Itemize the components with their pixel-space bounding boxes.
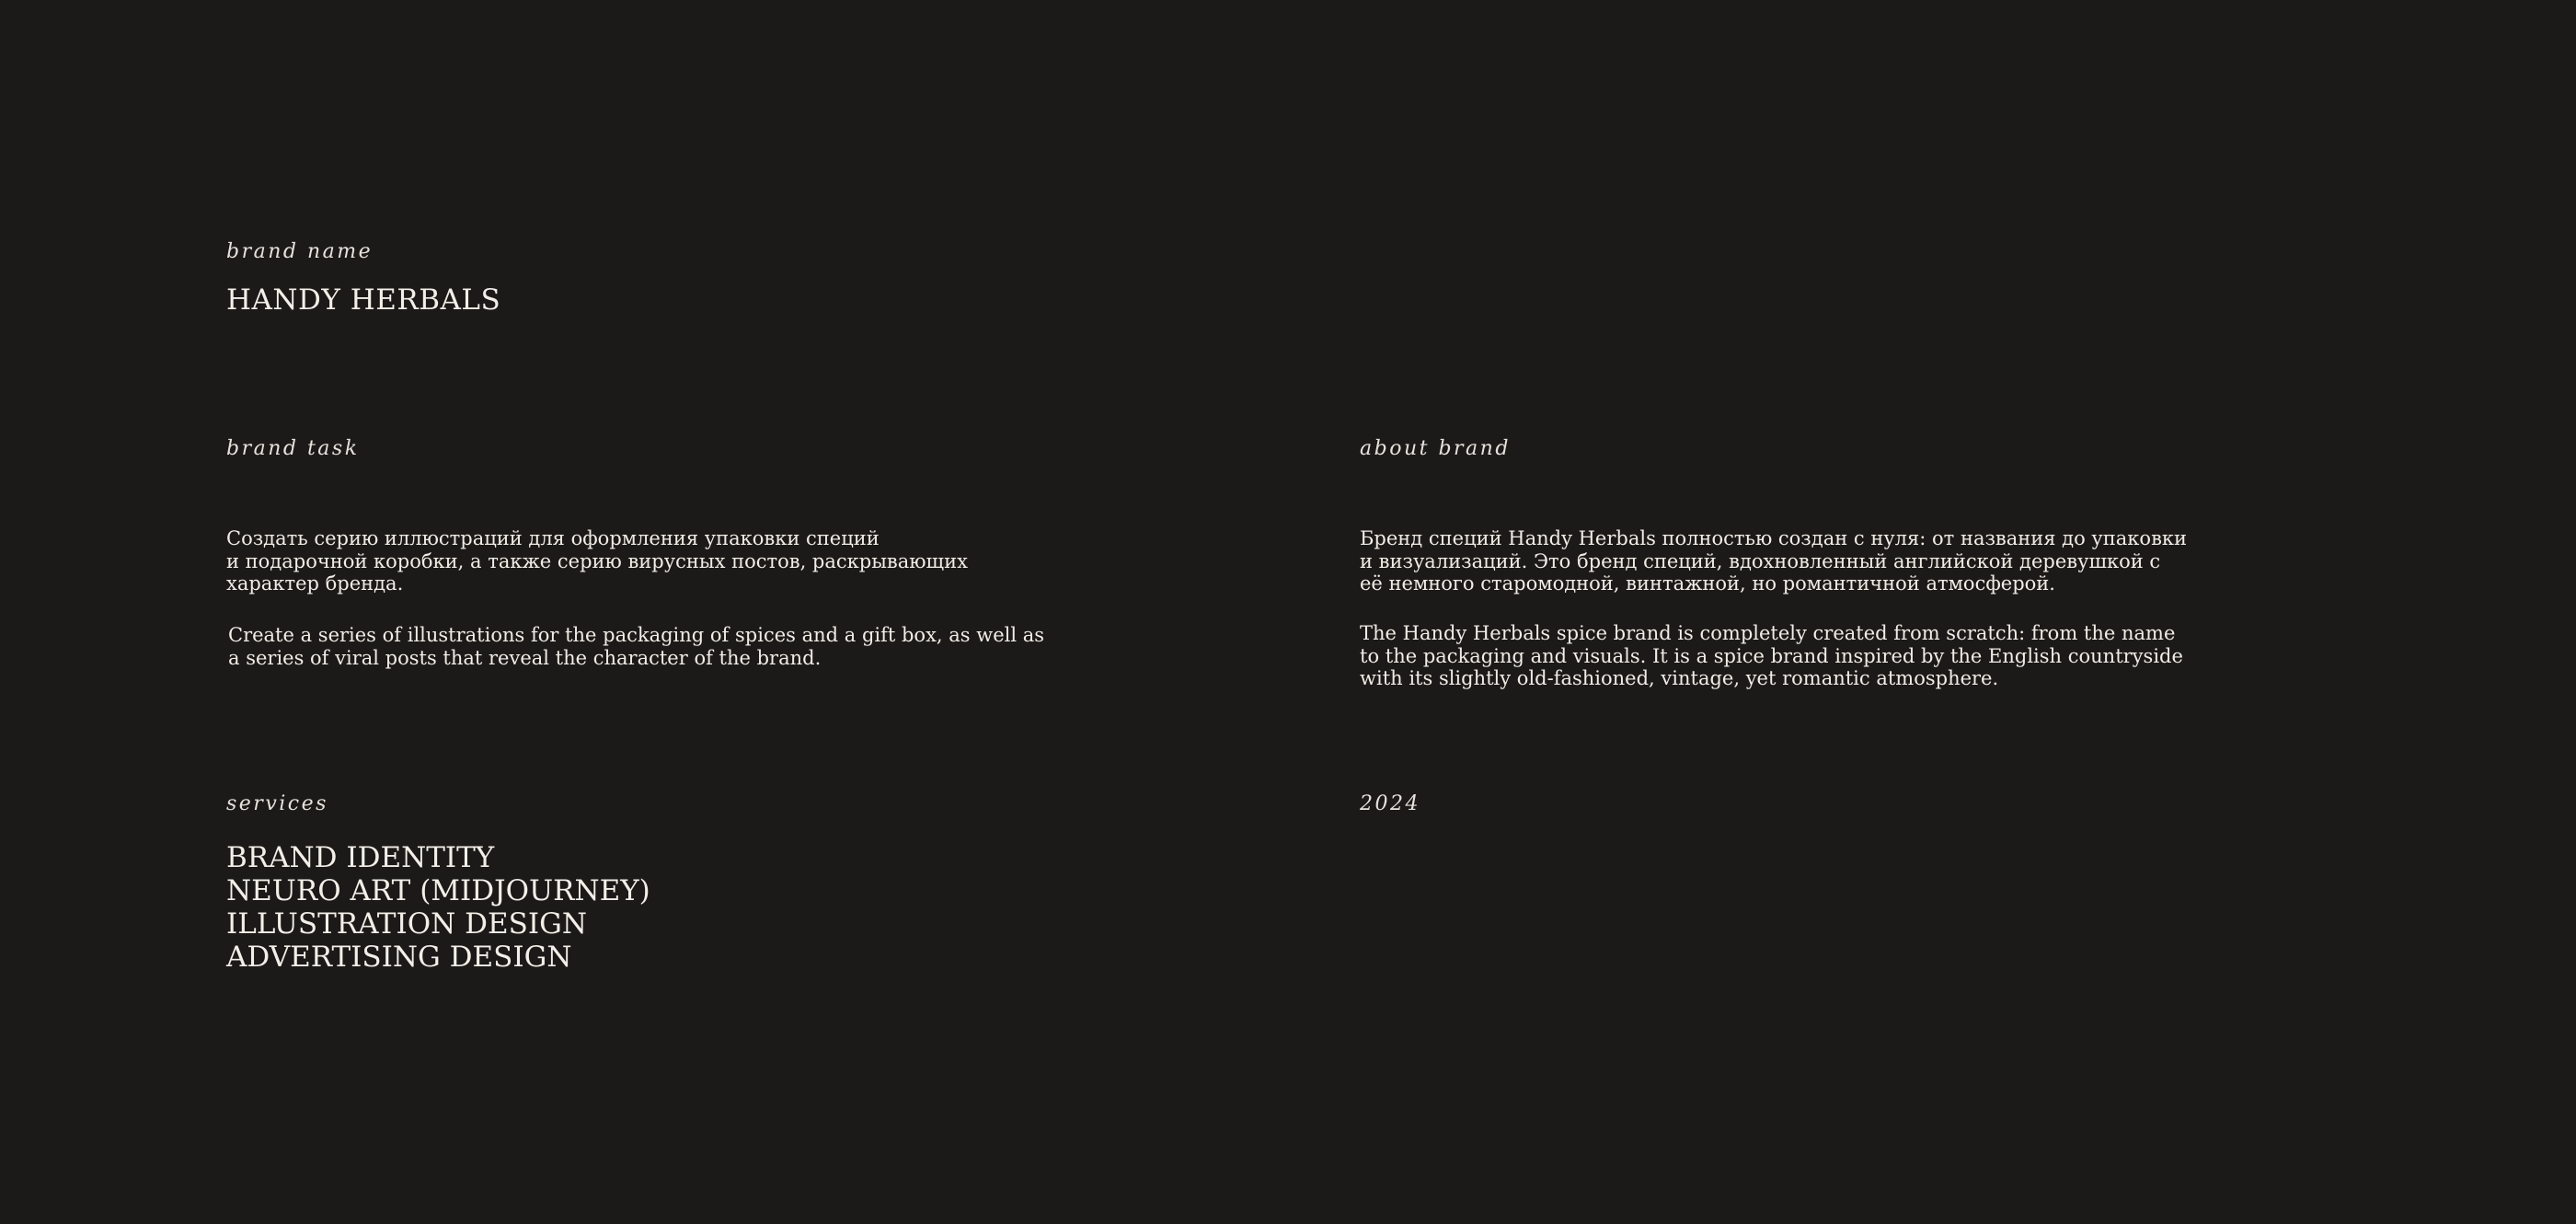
brand-task-text-en (228, 624, 1044, 669)
service-item: ILLUSTRATION DESIGN (226, 907, 587, 941)
service-item: ADVERTISING DESIGN (226, 941, 572, 974)
brand-task-ru-line: Создать серию иллюстраций для оформления упаковки специй (226, 527, 880, 549)
year-label: 2024 (1360, 792, 1420, 815)
about-brand-en-line: with its slightly old-fashioned, vintage, yet romantic atmosphere. (1360, 667, 1999, 689)
service-item: NEURO ART (MIDJOURNEY) (226, 874, 650, 907)
about-brand-label: about brand (1360, 437, 1511, 460)
brand-task-en-line: a series of viral posts that reveal the character of the brand. (228, 646, 822, 669)
brand-task-text-ru (226, 527, 968, 595)
about-brand-text-en (1360, 622, 2183, 690)
brand-task-ru-line: характер бренда. (226, 572, 404, 595)
about-brand-ru-line: Бренд специй Handy Herbals полностью создан с нуля: от названия до упаковки (1360, 527, 2188, 549)
about-brand-en-line: to the packaging and visuals. It is a spice brand inspired by the English countryside (1360, 644, 2183, 667)
brand-name-label: brand name (226, 240, 374, 263)
brand-task-en-line: Create a series of illustrations for the packaging of spices and a gift box, as well as (228, 624, 1045, 646)
brand-task-label: brand task (226, 437, 360, 460)
about-brand-ru-line: и визуализаций. Это бренд специй, вдохновленный английской деревушкой с (1360, 549, 2161, 572)
brand-task-ru-line: и подарочной коробки, а также серию вирусных постов, раскрывающих (226, 549, 968, 572)
services-label: services (226, 792, 328, 815)
about-brand-en-line: The Handy Herbals spice brand is completely created from scratch: from the name (1360, 622, 2176, 644)
brand-name-title: HANDY HERBALS (226, 283, 501, 317)
about-brand-ru-line: её немного старомодной, винтажной, но романтичной атмосферой. (1360, 572, 2055, 595)
about-brand-text-ru (1360, 527, 2187, 595)
services-list (226, 841, 650, 974)
service-item: BRAND IDENTITY (226, 841, 495, 874)
